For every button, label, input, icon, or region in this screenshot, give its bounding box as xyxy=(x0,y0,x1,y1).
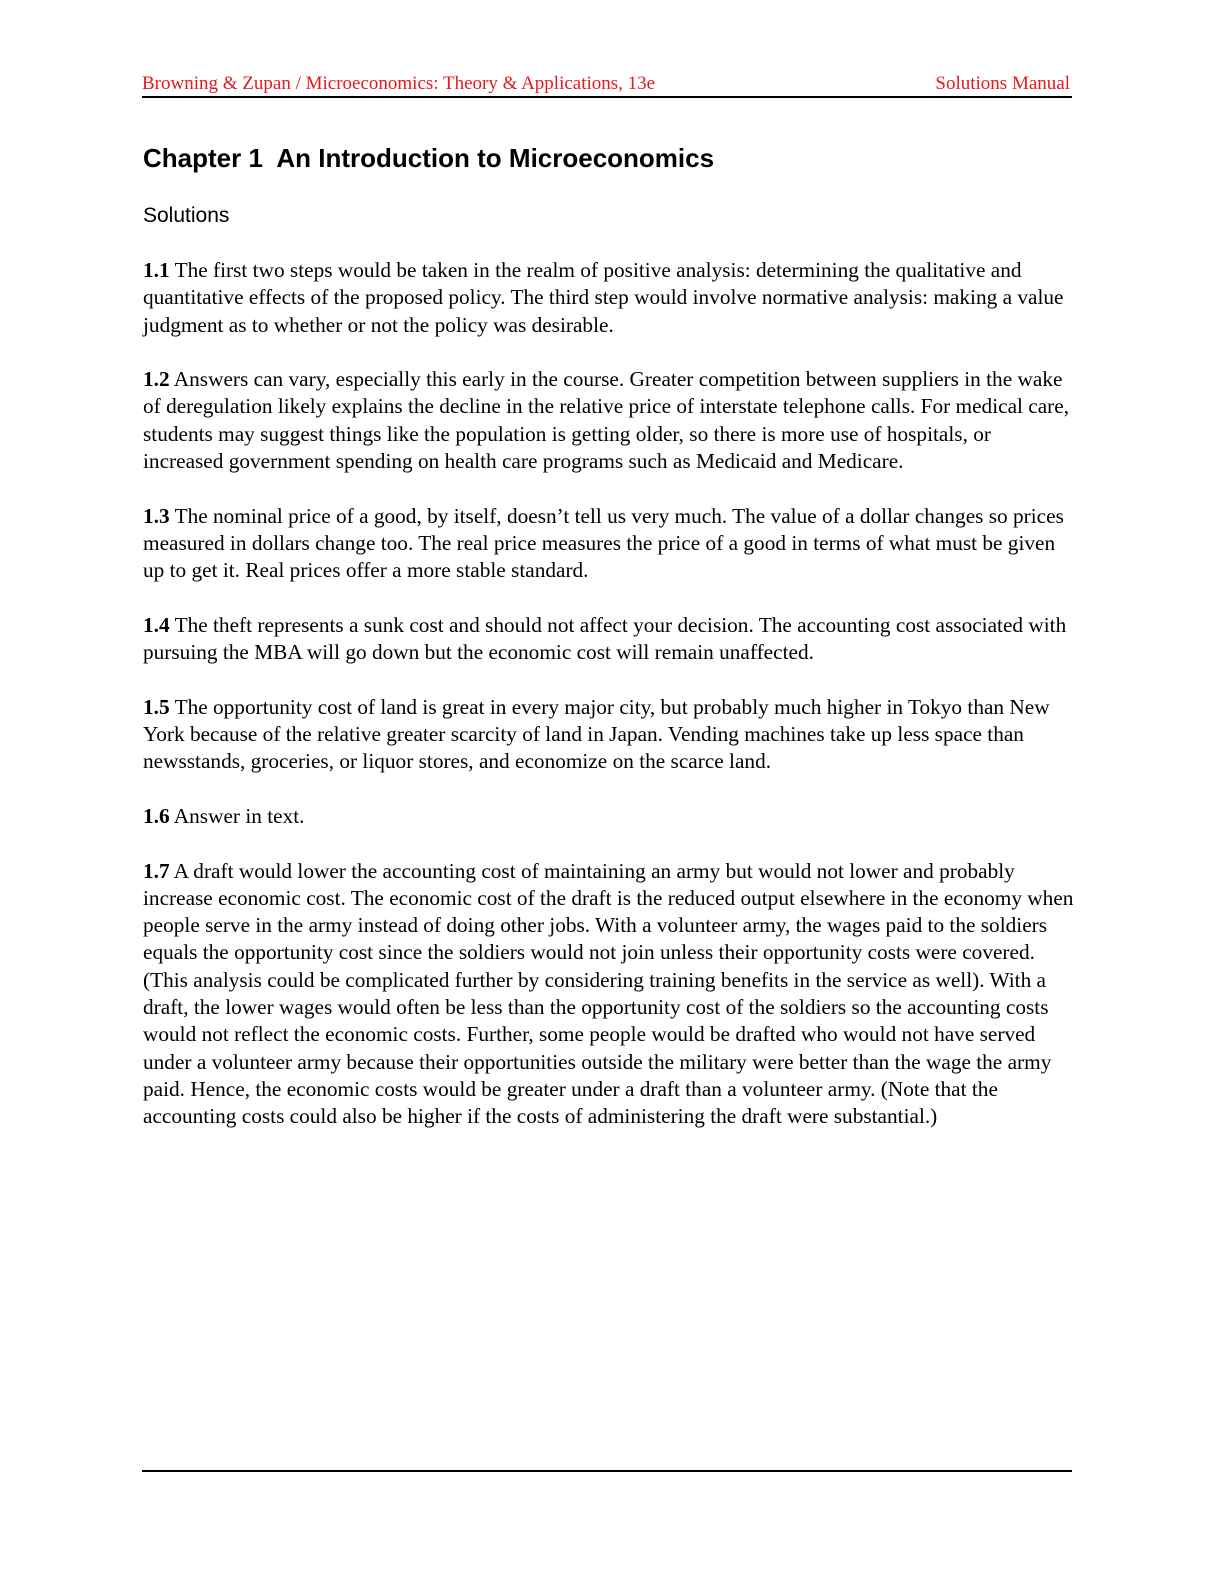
solution-item xyxy=(143,694,1075,776)
solution-number: 1.6 xyxy=(143,803,170,828)
solution-number: 1.1 xyxy=(143,258,170,282)
solution-number: 1.7 xyxy=(143,858,170,883)
solution-text: The first two steps would be taken in the realm of positive analysis: determining the qualitative and quantitative effects of the proposed policy. The third step would involve normative analysis: making a value judgment as to whether or not the policy was desirable. xyxy=(143,258,1064,337)
solution-number: 1.3 xyxy=(143,503,170,528)
header-book-title: Browning & Zupan / Microeconomics: Theory & Applications, 13e xyxy=(142,73,656,94)
solution-item xyxy=(143,612,1075,667)
solution-text: Answers can vary, especially this early in the course. Greater competition between suppliers in the wake of deregulation likely explains the decline in the relative price of interstate telephone calls. For medical care, students may suggest things like the population is getting older, so there is more use of hospitals, or increased government spending on health care programs such as Medicaid and Medicare. xyxy=(143,367,1070,474)
section-subtitle: Solutions xyxy=(143,204,230,227)
solution-text: The theft represents a sunk cost and should not affect your decision. The accounting cost associated with pursuing the MBA will go down but the economic cost will remain unaffected. xyxy=(143,612,1067,665)
solution-text: The nominal price of a good, by itself, doesn’t tell us very much. The value of a dollar changes so prices measured in dollars change too. The real price measures the price of a good in terms of what must be given up to get it. Real prices offer a more stable standard. xyxy=(143,503,1064,583)
solution-item xyxy=(143,257,1075,339)
solution-text: The opportunity cost of land is great in every major city, but probably much higher in Tokyo than New York because of the relative greater scarcity of land in Japan. Vending machines take up less space than newsstands, groceries, or liquor stores, and economize on the scarce land. xyxy=(143,694,1050,774)
chapter-title: Chapter 1 An Introduction to Microeconomics xyxy=(143,143,715,173)
solution-item xyxy=(143,858,1075,1131)
solution-number: 1.5 xyxy=(143,694,170,719)
solution-text: A draft would lower the accounting cost of maintaining an army but would not lower and probably increase economic cost. The economic cost of the draft is the reduced output elsewhere in the economy when people serve in the army instead of doing other jobs. With a volunteer army, the wages paid to the soldiers equals the opportunity cost since the soldiers would not join unless their opportunity costs were covered. (This analysis could be complicated further by considering training benefits in the service as well). With a draft, the lower wages would often be less than the opportunity cost of the soldiers so the accounting costs would not reflect the economic costs. Further, some people would be drafted who would not have served under a volunteer army because their opportunities outside the military were better than the wage the army paid. Hence, the economic costs would be greater under a draft than a volunteer army. (Note that the accounting costs could also be higher if the costs of administering the draft were substantial.) xyxy=(143,858,1074,1129)
footer-rule xyxy=(142,1470,1072,1472)
header-manual-label: Solutions Manual xyxy=(935,73,1070,94)
solution-number: 1.2 xyxy=(143,367,170,392)
solution-text: Answer in text. xyxy=(173,803,305,828)
solution-item xyxy=(143,503,1075,585)
solution-item xyxy=(143,366,1075,475)
page-header xyxy=(142,70,1072,98)
solution-number: 1.4 xyxy=(143,612,170,637)
solution-item xyxy=(143,803,1075,830)
solutions-list xyxy=(143,257,1075,1158)
